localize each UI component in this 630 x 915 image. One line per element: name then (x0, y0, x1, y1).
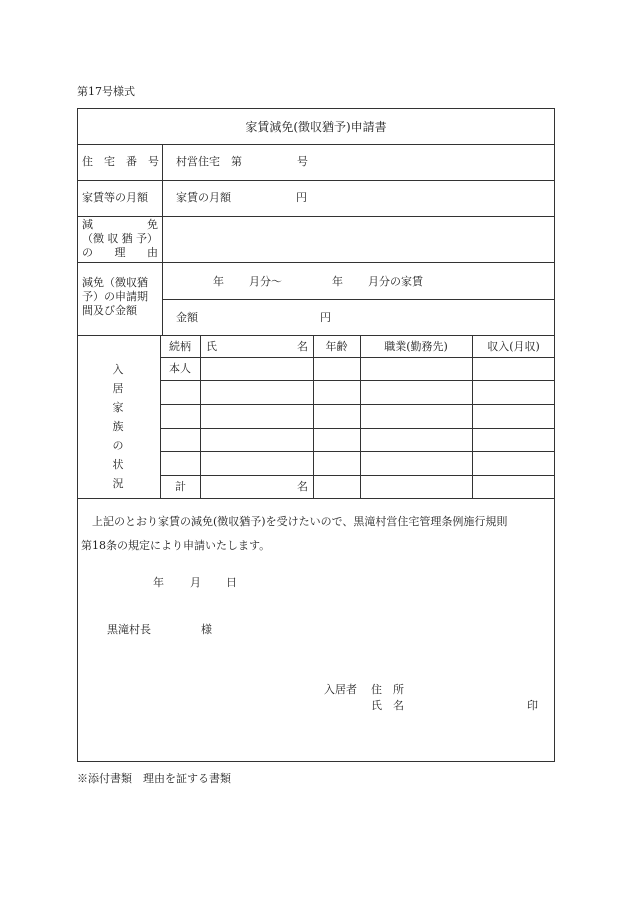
seal-mark: 印 (527, 699, 538, 712)
declaration-line-2: 第18条の規定により申請いたします。 (81, 539, 271, 552)
household-label-char: 況 (112, 477, 124, 490)
period-month-from: 月分～ (249, 275, 282, 288)
footnote: ※添付書類 理由を証する書類 (77, 772, 231, 785)
col-header-name-right: 名 (297, 340, 308, 353)
period-label-line-3: 間及び金額 (82, 304, 137, 317)
household-label-char: 族 (112, 420, 124, 433)
col-header-income: 収入(月収) (487, 340, 540, 353)
total-label: 計 (175, 480, 186, 493)
monthly-rent-unit: 円 (296, 191, 307, 204)
reason-label-line-1: 減 免 (82, 218, 158, 231)
reason-label-line-2: （徴 収 猶 予） (82, 232, 158, 245)
addressee: 黒滝村長 (107, 623, 151, 636)
row-1-relation: 本人 (169, 362, 191, 375)
name-label: 氏 名 (371, 699, 404, 712)
declaration-line-1: 上記のとおり家賃の減免(徴収猶予)を受けたいので、黒滝村営住宅管理条例施行規則 (92, 515, 508, 528)
form-frame (77, 108, 555, 762)
applicant-label: 入居者 (324, 683, 357, 696)
housing-number-label: 住 宅 番 号 (82, 155, 159, 168)
monthly-rent-text: 家賃の月額 (176, 191, 231, 204)
period-year-1: 年 (213, 275, 224, 288)
household-label-char: 居 (112, 382, 124, 395)
col-header-occupation: 職業(勤務先) (384, 340, 448, 353)
household-label-char: 家 (112, 401, 124, 414)
period-year-2: 年 (332, 275, 343, 288)
col-header-relation: 続柄 (169, 340, 191, 353)
housing-number-prefix: 村営住宅 第 (176, 155, 242, 168)
form-number: 第17号様式 (77, 85, 135, 98)
date-day: 日 (226, 576, 237, 589)
reason-label (82, 218, 158, 260)
period-month-to: 月分の家賃 (368, 275, 423, 288)
household-label (108, 360, 128, 493)
period-amount-unit: 円 (320, 311, 331, 324)
col-header-age: 年齢 (325, 340, 348, 353)
honorific: 様 (201, 623, 212, 636)
address-label: 住 所 (371, 683, 404, 696)
col-header-name-left: 氏 (206, 340, 217, 353)
date-year: 年 (153, 576, 164, 589)
period-label (82, 276, 148, 318)
household-label-char: の (112, 439, 124, 452)
housing-number-suffix: 号 (297, 155, 308, 168)
household-label-char: 入 (112, 363, 124, 376)
date-month: 月 (190, 576, 201, 589)
period-amount-label: 金額 (176, 311, 198, 324)
total-unit: 名 (297, 480, 308, 493)
period-label-line-2: 予）の申請期 (82, 290, 148, 303)
household-label-char: 状 (112, 458, 124, 471)
form-title: 家賃減免(徴収猶予)申請書 (245, 120, 387, 134)
reason-label-line-3: の 理 由 (82, 246, 158, 259)
period-label-line-1: 減免（徴収猶 (82, 276, 148, 289)
monthly-rent-label: 家賃等の月額 (82, 191, 148, 204)
